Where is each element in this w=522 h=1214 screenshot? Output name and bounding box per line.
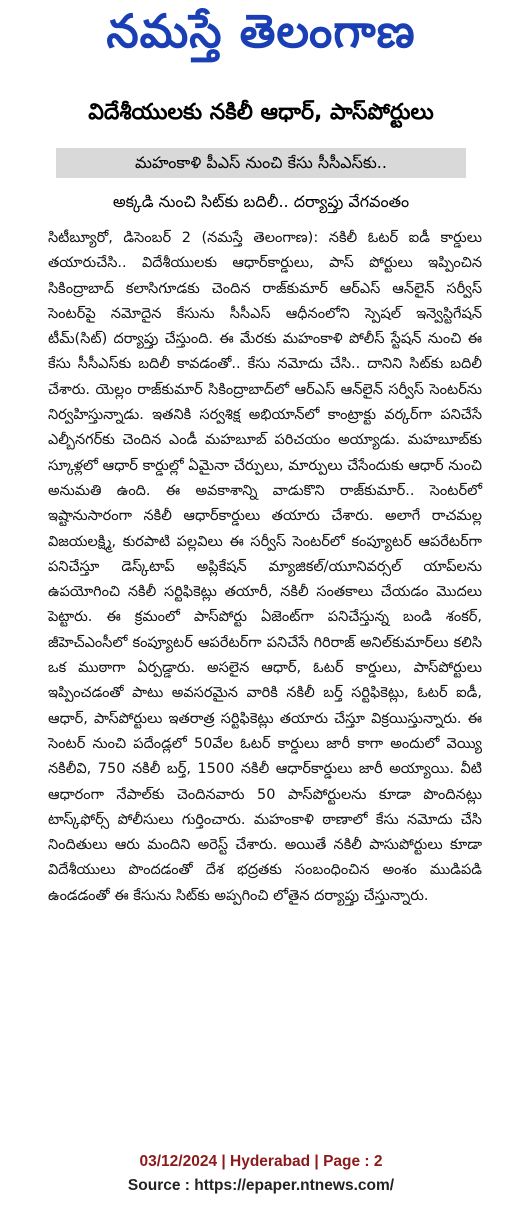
article-headline: విదేశీయులకు నకిలీ ఆధార్, పాస్‌పోర్టులు xyxy=(88,100,434,125)
masthead-title: నమస్తే తెలంగాణ xyxy=(106,4,416,58)
article-subheadline-secondary: అక్కడి నుంచి సిట్‌కు బదిలీ.. దర్యాప్తు వేగవంతం xyxy=(112,192,410,211)
edition-info: 03/12/2024 | Hyderabad | Page : 2 xyxy=(139,1153,383,1170)
article-body xyxy=(48,226,482,909)
article-subheadline-primary: మహంకాళి పీఎస్ నుంచి కేసు సీసీఎస్‌కు.. xyxy=(56,148,466,178)
newspaper-masthead xyxy=(0,0,522,82)
article-body-paragraph: సిటీబ్యూరో, డిసెంబర్ 2 (నమస్తే తెలంగాణ): నకిలీ ఓటర్ ఐడీ కార్డులు తయారుచేసి.. విదేశీయులకు ఆధార్‌కార్డులు, పాస్ పోర్టులు ఇప్పించిన సికింద్రాబాద్ కలాసిగూడకు చెందిన రాజ్‌కుమార్ ఆర్‌ఎస్ ఆన్‌లైన్ సర్వీస్ సెంటర్‌పై నమోదైన కేసును సీసీఎస్ ఆధీనంలోని స్పెషల్ ఇన్వెస్టిగేషన్ టీమ్(సిట్) దర్యాప్తు చేస్తుంది. ఈ మేరకు మహంకాళి పోలీస్ స్టేషన్ నుంచి ఈ కేసు సీసీఎస్‌కు బదిలీ కావడంతో.. కేసు నమోదు చేసి.. దానిని సిట్‌కు బదిలీ చేశారు. యెల్లం రాజ్‌కుమార్ సికింద్రాబాద్‌లో ఆర్‌ఎస్ ఆన్‌లైన్ సర్వీస్ సెంటర్‌ను నిర్వహిస్తున్నాడు. ఇతనికి సర్వశిక్ష అభియాన్‌లో కాంట్రాక్టు వర్కర్‌గా పనిచేసే ఎల్బీనగర్‌కు చెందిన ఎండీ మహబూబ్ పరిచయం అయ్యాడు. మహబూబ్‌కు స్కూళ్లలో ఆధార్ కార్డుల్లో ఏమైనా చేర్పులు, మార్పులు చేసేందుకు ఆధార్ నుంచి అనుమతి ఉంది. ఈ అవకాశాన్ని వాడుకొని రాజ్‌కుమార్.. సెంటర్‌లో ఇష్టానుసారంగా నకిలీ ఆధార్‌కార్డులు తయారు చేశారు. అలాగే రాచమల్ల విజయలక్ష్మి, కురపాటి పల్లవిలు ఈ సర్వీస్ సెంటర్‌లో కంప్యూటర్ ఆపరేటర్‌గా పనిచేస్తూ డెస్క్‌టాప్ అప్లికేషన్ మ్యాజికల్/యూనివర్సల్ యాప్‌లను ఉపయోగించి నకిలీ సర్టిఫికెట్లు తయారీ, నకిలీ సంతకాలు చేయడం మొదలు పెట్టారు. ఈ క్రమంలో పాస్‌పోర్టు ఏజెంట్‌గా పనిచేస్తున్న బండి శంకర్, జీహెచ్‌ఎంసీలో కంప్యూటర్ ఆపరేటర్‌గా పనిచేసే గిరిరాజ్ అనిల్‌కుమార్‌లు కలిసి ఒక ముఠాగా ఏర్పడ్డారు. అసలైన ఆధార్, ఓటర్ కార్డులు, పాస్‌పోర్టులు ఇప్పించడంతో పాటు అవసరమైన వారికి నకిలీ బర్త్ సర్టిఫికెట్లు, ఓటర్ ఐడీ, ఆధార్, పాస్‌పోర్టులు ఇతరాత్ర సర్టిఫికెట్లు తయారు చేస్తూ విక్రయిస్తున్నారు. ఈ సెంటర్ నుంచి పదేండ్లలో 50వేల ఓటర్ కార్డులు జారీ కాగా అందులో వెయ్యి నకిలీవి, 750 నకిలీ బర్త్, 1500 నకిలీ ఆధార్‌కార్డులు జారీ అయ్యాయి. వీటి ఆధారంగా నేపాల్‌కు చెందినవారు 50 పాస్‌పోర్టులను కూడా పొందినట్లు టాస్క్‌ఫోర్స్ పోలీసులు గుర్తించారు. మహంకాళి ఠాణాలో కేసు నమోదు చేసి నిందితులు ఆరు మందిని అరెస్ట్ చేశారు. అయితే నకిలీ పాసుపోర్టులు కూడా విదేశీయులు పొందడంతో దేశ భద్రతకు సంబంధించిన అంశం ముడిపడి ఉండడంతో ఈ కేసును సిట్‌కు అప్పగించి లోతైన దర్యాప్తు చేస్తున్నారు. xyxy=(48,230,482,904)
page-footer xyxy=(0,1150,522,1198)
source-link[interactable]: Source : https://epaper.ntnews.com/ xyxy=(127,1177,395,1194)
